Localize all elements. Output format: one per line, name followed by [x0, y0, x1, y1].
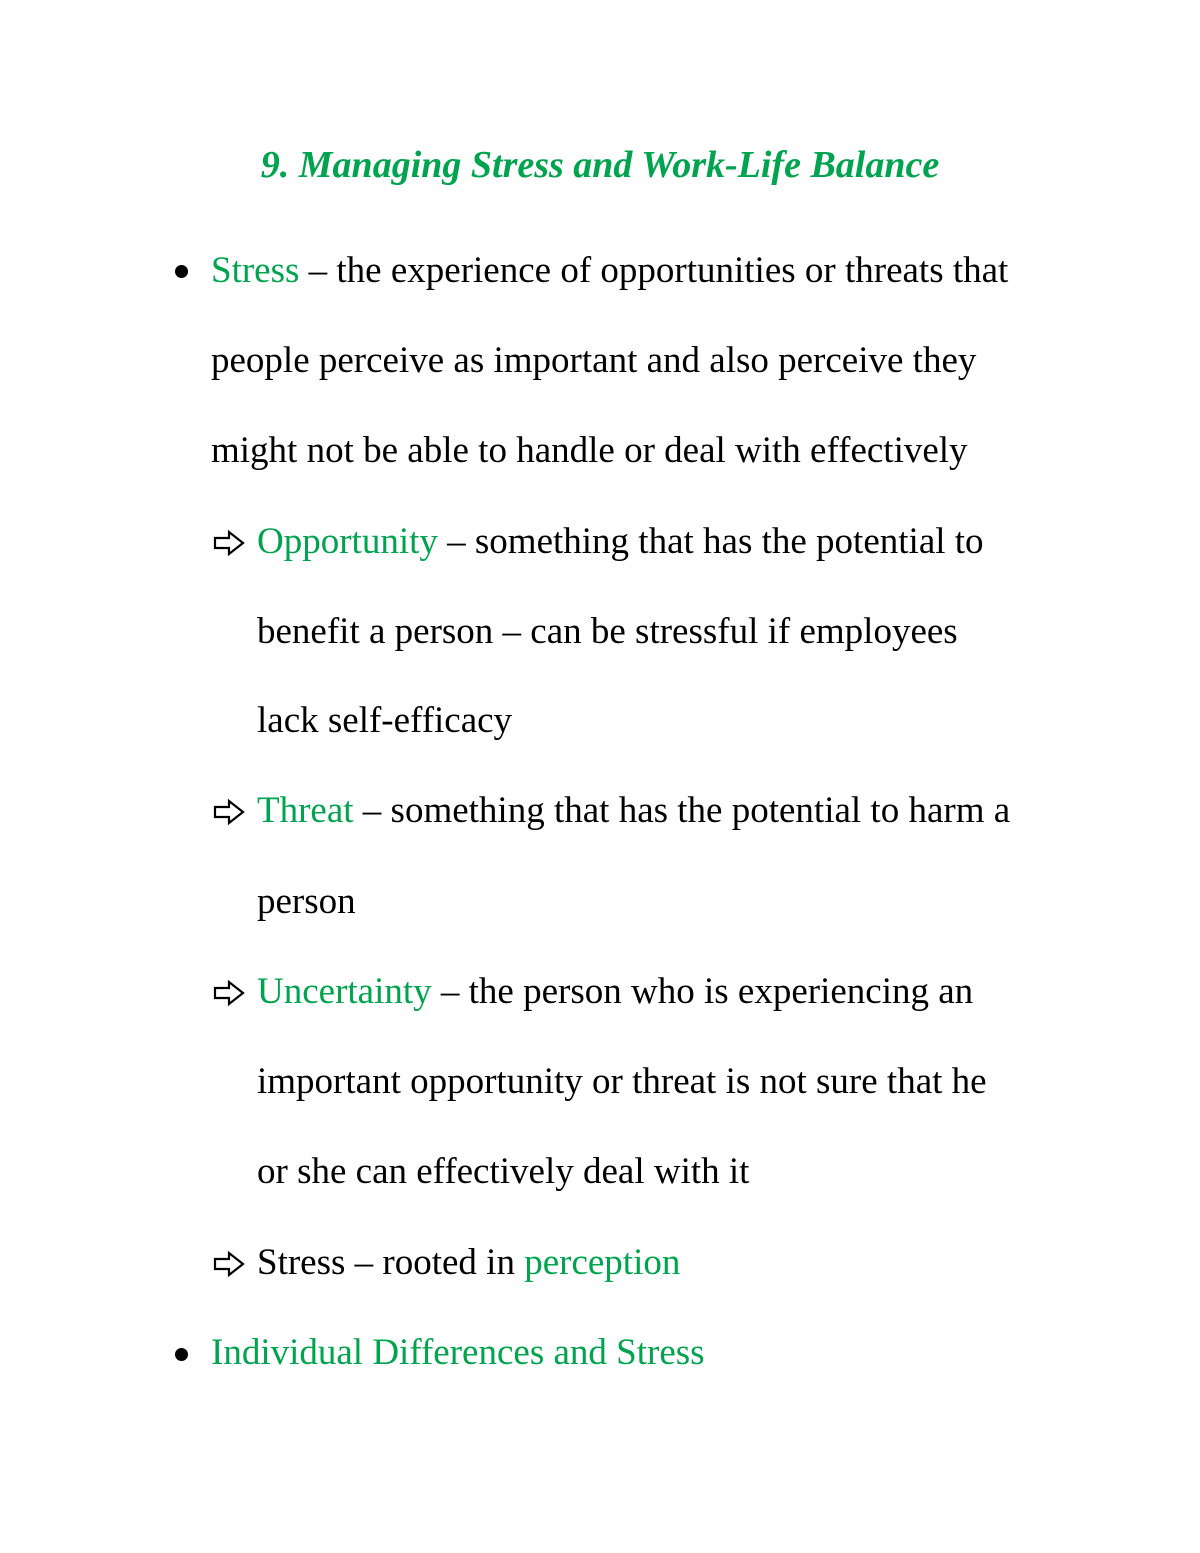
- right-arrow-outline-icon: [213, 1249, 247, 1279]
- sub-threat-line-2: person: [257, 881, 356, 922]
- stress-definition-part-1: the experience of opportunities or threats that: [336, 250, 1009, 291]
- separator: –: [431, 971, 469, 1012]
- sub-uncertainty-line-1: [257, 967, 973, 1017]
- sub-opportunity-line-1: [257, 517, 984, 567]
- sub-opportunity-line-2: benefit a person – can be stressful if employees: [257, 611, 958, 652]
- sub-uncertainty-line-2: important opportunity or threat is not sure that he: [257, 1061, 987, 1102]
- threat-definition-part-1: something that has the potential to harm a: [390, 790, 1011, 831]
- right-arrow-outline-icon: [213, 978, 247, 1008]
- term-threat: Threat: [257, 790, 354, 831]
- term-stress: Stress: [211, 250, 300, 291]
- opportunity-definition-part-1: something that has the potential to: [474, 521, 984, 562]
- bullet-individual-differences: Individual Differences and Stress: [211, 1332, 705, 1373]
- term-opportunity: Opportunity: [257, 521, 438, 562]
- bullet-dot-icon: [175, 265, 188, 278]
- bullet-stress-line-1: [211, 246, 1008, 296]
- bullet-stress-line-3: might not be able to handle or deal with effectively: [211, 430, 968, 471]
- separator: –: [299, 250, 337, 291]
- separator: –: [353, 790, 391, 831]
- right-arrow-outline-icon: [213, 528, 247, 558]
- sub-threat-line-1: [257, 786, 1010, 836]
- sub-opportunity-line-3: lack self-efficacy: [257, 700, 513, 741]
- sub-uncertainty-line-3: or she can effectively deal with it: [257, 1151, 750, 1192]
- sub-perception-line: [257, 1238, 680, 1288]
- bullet-dot-icon: [175, 1348, 188, 1361]
- separator: –: [437, 521, 475, 562]
- bullet-stress-line-2: people perceive as important and also perceive they: [211, 340, 977, 381]
- term-uncertainty: Uncertainty: [257, 971, 432, 1012]
- perception-lead: Stress – rooted in: [257, 1242, 525, 1283]
- uncertainty-definition-part-1: the person who is experiencing an: [468, 971, 974, 1012]
- page-title: 9. Managing Stress and Work-Life Balance: [260, 144, 940, 186]
- right-arrow-outline-icon: [213, 797, 247, 827]
- term-perception: perception: [524, 1242, 681, 1283]
